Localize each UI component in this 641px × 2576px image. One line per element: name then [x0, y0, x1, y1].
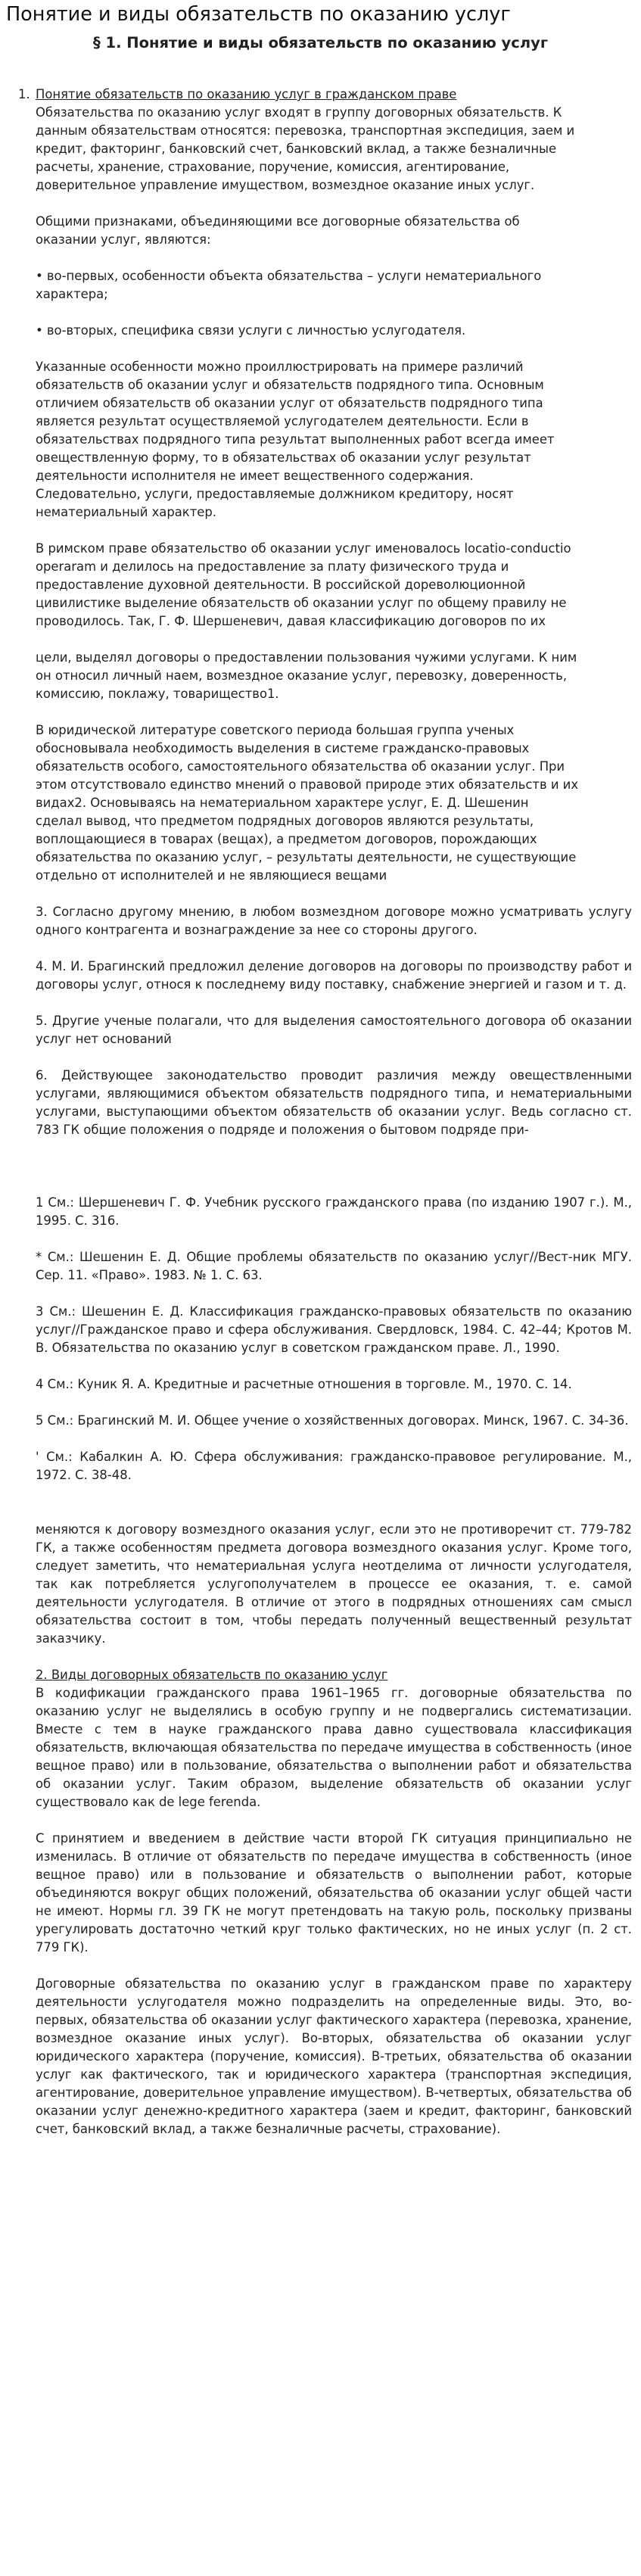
text-line: В римском праве обязательство об оказании услуг именовалось locatio-conductio: [36, 541, 571, 556]
text-line: видах2. Основываясь на нематериальном характере услуг, Е. Д. Шешенин: [36, 796, 529, 810]
footnote-5: 5 См.: Брагинский М. И. Общее учение о хозяйственных договорах. Минск, 1967. С. 34-36.: [36, 1413, 629, 1428]
paragraph-2: [36, 213, 632, 249]
footnote-2: * См.: Шешенин Е. Д. Общие проблемы обязательств по оказанию услуг//Вест-ник МГУ. Сер. 11. «Право». 1983. № 1. С. 63.: [36, 1250, 632, 1282]
text-line: обязательства по оказанию услуг, – результаты деятельности, не существующие: [36, 850, 577, 864]
section2-paragraph-2: С принятием и введением в действие части второй ГК ситуация принципиально не изменилась. В отличие от обязательств по передаче имущества в собственность (иное вещное право) или в пользование и обязательств о выполнении работ, которые объединяются вокруг общих положений, обязательства об оказании услуг общей части не имеют. Нормы гл. 39 ГК не могут претендовать на такую роль, поскольку призваны урегулировать достаточно четкий круг только фактических, но не иных услуг (п. 2 ст. 779 ГК).: [36, 1831, 632, 1955]
paragraph-11: 5. Другие ученые полагали, что для выделения самостоятельного договора об оказании услуг нет оснований: [36, 1014, 632, 1046]
footnote-3: 3 См.: Шешенин Е. Д. Классификация гражданско-правовых обязательств по оказанию услуг//Гражданское право и сфера обслуживания. Свердловск, 1984. С. 42–44; Кротов М. В. Обязательства по оказанию услуг в советском гражданском праве. Л., 1990.: [36, 1304, 632, 1355]
list-marker: 1.: [18, 87, 30, 101]
footnote-4: 4 См.: Куник Я. А. Кредитные и расчетные отношения в торговле. М., 1970. С. 14.: [36, 1377, 572, 1391]
text-line: воплощающиеся в товарах (вещах), а предметом договоров, порождающих: [36, 832, 537, 846]
text-line: цели, выделял договоры о предоставлении пользования чужими услугами. К ним: [36, 650, 577, 665]
text-line: отличием обязательств об оказании услуг от обязательств подрядного типа: [36, 396, 543, 410]
bullet-2: • во-вторых, специфика связи услуги с личностью услугодателя.: [36, 323, 466, 338]
text-line: нематериальный характер.: [36, 505, 216, 519]
paragraph-1: [36, 104, 632, 195]
text-line: деятельности исполнителя не имеет вещественного содержания.: [36, 469, 474, 483]
text-line: operaram и делилось на предоставление за плату физического труда и: [36, 559, 509, 574]
paragraph-8: [36, 721, 632, 885]
footnote-6: ' См.: Кабалкин А. Ю. Сфера обслуживания: гражданско-правовое регулирование. М., 1972. С. 38-48.: [36, 1450, 632, 1482]
footnote-1: 1 См.: Шершеневич Г. Ф. Учебник русского гражданского права (по изданию 1907 г.). М., 1995. С. 316.: [36, 1195, 632, 1228]
section2-paragraph-3: Договорные обязательства по оказанию услуг в гражданском праве по характеру деятельности услугодателя можно подразделить на определенные виды. Это, во-первых, обязательства об оказании услуг фактического характера (перевозка, хранение, возмездное оказание иных услуг). Во-вторых, обязательства об оказании услуг юридического характера (поручение, комиссия). В-третьих, обязательства об оказании услуг как фактического, так и юридического характера (транспортная экспедиция, агентирование, доверительное управление имуществом). В-четвертых, обязательства об оказании услуг денежно-кредитного характера (заем и кредит, факторинг, банковский счет, банковский вклад, а также безналичные расчеты, страхование).: [36, 1976, 632, 2136]
text-line: обязательствах подрядного типа результат выполненных работ всегда имеет: [36, 432, 555, 447]
text-line: цивилистике выделение обязательств об оказании услуг по общему правилу не: [36, 596, 567, 610]
section-title: § 1. Понятие и виды обязательств по оказанию услуг: [92, 34, 549, 51]
document-title: Понятие и виды обязательств по оказанию услуг: [6, 3, 511, 26]
text-line: доверительное управление имуществом, возмездное оказание иных услуг.: [36, 178, 535, 192]
text-line: обязательств об оказании услуг и обязательств подрядного типа. Основным: [36, 378, 544, 392]
text-line: овеществленную форму, то в обязательствах об оказании услуг результат: [36, 450, 531, 465]
text-line: обосновывала необходимость выделения в системе гражданско-правовых: [36, 741, 530, 755]
text-line: данным обязательствам относятся: перевозка, транспортная экспедиция, заем и: [36, 123, 575, 138]
continuation-paragraph: меняются к договору возмездного оказания услуг, если это не противоречит ст. 779-782 ГК, а также особенностям предмета договора возмездного оказания услуг. Кроме того, следует заметить, что нематериальная услуга неотделима от личности услугодателя, так как потребляется услугополучателем в процессе ее оказания, т. е. самой деятельности услугодателя. В отличие от этого в подрядных отношениях сам смысл обязательства состоит в том, чтобы передать полученный вещественный результат заказчику.: [36, 1522, 632, 1646]
text-line: обязательств особого, самостоятельного обязательства об оказании услуг. При: [36, 759, 565, 774]
text-line: характера;: [36, 287, 108, 301]
text-line: • во-первых, особенности объекта обязательства – услуги нематериального: [36, 269, 542, 283]
text-line: является результат осуществляемой услугодателем деятельности. Если в: [36, 414, 529, 428]
document-body: [36, 86, 632, 2138]
paragraph-6: [36, 540, 632, 631]
paragraph-10: 4. М. И. Брагинский предложил деление договоров на договоры по производству работ и договоры услуг, относя к последнему виду поставку, снабжение энергией и газом и т. д.: [36, 959, 632, 992]
section2-paragraph-1: В кодификации гражданского права 1961–1965 гг. договорные обязательства по оказанию услуг не выделялись в особую группу и не подвергались систематизации. Вместе с тем в науке гражданского права давно существовала классификация обязательств, включающая обязательства по передаче имущества в собственность (иное вещное право) или в пользование, обязательства о выполнении работ и обязательства об оказании услуг. Таким образом, выделение обязательств об оказании услуг существовало как de lege ferenda.: [36, 1686, 632, 1809]
paragraph-9: 3. Согласно другому мнению, в любом возмездном договоре можно усматривать услугу одного контрагента и вознаграждение за нее со стороны другого.: [36, 905, 632, 937]
section2-heading: [36, 1666, 632, 1684]
paragraph-5: [36, 358, 632, 522]
text-line: предоставление духовной деятельности. В российской дореволюционной: [36, 578, 526, 592]
text-line: проводилось. Так, Г. Ф. Шершеневич, давая классификацию договоров по их: [36, 614, 546, 628]
text-line: В юридической литературе советского периода большая группа ученых: [36, 723, 515, 737]
text-line: Обязательства по оказанию услуг входят в группу договорных обязательств. К: [36, 105, 562, 120]
text-line: кредит, факторинг, банковский счет, банковский вклад, а также безналичные: [36, 142, 557, 156]
paragraph-12: 6. Действующее законодательство проводит различия между овеществленными услугами, являющимися объектом обязательств подрядного типа, и нематериальными услугами, выступающими объектом обязательств об оказании услуг. Ведь согласно ст. 783 ГК общие положения о подряде и положения о бытовом подряде при-: [36, 1068, 632, 1137]
text-line: отдельно от исполнителей и не являющиеся вещами: [36, 868, 387, 883]
text-line: Указанные особенности можно проиллюстрировать на примере различий: [36, 360, 524, 374]
section2-heading-text: 2. Виды договорных обязательств по оказанию услуг: [36, 1668, 388, 1682]
text-line: оказании услуг, являются:: [36, 232, 211, 247]
text-line: Общими признаками, объединяющими все договорные обязательства об: [36, 214, 520, 229]
text-line: сделал вывод, что предметом подрядных договоров являются результаты,: [36, 814, 534, 828]
text-line: Следовательно, услуги, предоставляемые должником кредитору, носят: [36, 487, 514, 501]
paragraph-7: [36, 649, 632, 703]
text-line: он относил личный наем, возмездное оказание услуг, перевозку, доверенность,: [36, 668, 568, 683]
bullet-1: [36, 267, 632, 304]
text-line: этом отсутствовало единство мнений о правовой природе этих обязательств и их: [36, 777, 579, 792]
section1-heading: [36, 86, 632, 104]
text-line: комиссию, поклажу, товарищество1.: [36, 687, 279, 701]
text-line: расчеты, хранение, страхование, поручение, комиссия, агентирование,: [36, 160, 510, 174]
section1-heading-text: Понятие обязательств по оказанию услуг в гражданском праве: [36, 87, 457, 101]
